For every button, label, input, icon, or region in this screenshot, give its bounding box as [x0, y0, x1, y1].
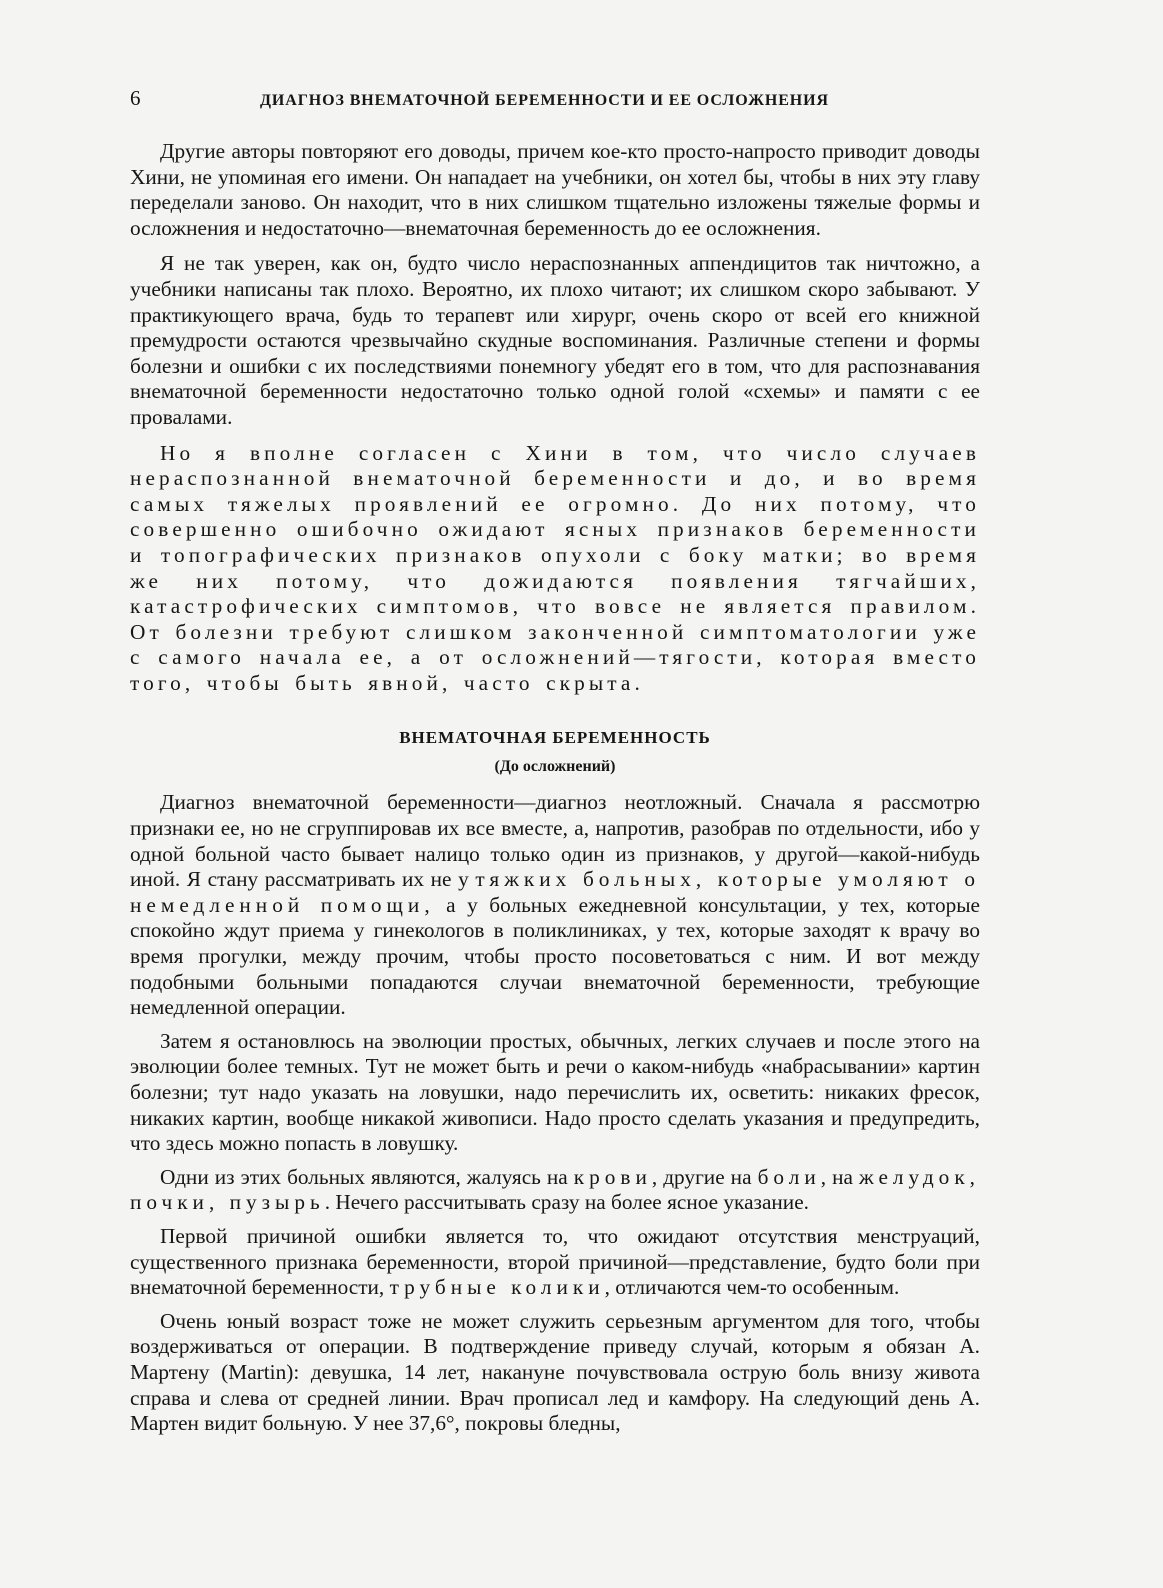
paragraph-7: [130, 1224, 980, 1301]
paragraph-6-spaced-1: крови: [573, 1164, 652, 1189]
paragraph-8: Очень юный возраст тоже не может служить серьезным аргументом для того, чтобы воздерживаться от операции. В подтверждение приведу случай, которым я обязан А. Мартену (Martin): девушка, 14 лет, накануне почувствовала острую боль внизу живота справа и слева от средней линии. Врач прописал лед и камфору. На следующий день А. Мартен видит больную. У нее 37,6°, покровы бледны,: [130, 1308, 980, 1436]
paragraph-6-text-c: , на: [820, 1164, 860, 1189]
paragraph-2: Я не так уверен, как он, будто число нераспознанных аппендицитов так ничтожно, а учебники написаны так плохо. Вероятно, их плохо читают; их слишком скоро забывают. У практикующего врача, будь то терапевт или хирург, очень скоро от всей его книжной премудрости остаются чрезвычайно скудные воспоминания. Различные степени и формы болезни и ошибки с их последствиями понемногу убедят его в том, что для распознавания внематочной беременности недостаточно только одной голой «схемы» и памяти с ее провалами.: [130, 251, 980, 429]
paragraph-6-text-d: . Нечего рассчитывать сразу на более ясное указание.: [324, 1190, 809, 1215]
paragraph-6: [130, 1165, 980, 1216]
paragraph-4-text-a: Диагноз внематочной беременности—диагноз неотложный. Сначала я рассмотрю признаки ее, но не сгруппировав их все вместе, а, напротив, разобрав по отдельности, ибо у одной больной часто бывает налицо только один из признаков, у другой—какой-нибудь иной. Я стану рассматривать их не у: [130, 790, 980, 892]
paragraph-6-spaced-2: боли: [757, 1164, 821, 1189]
page-number: 6: [130, 86, 141, 110]
section-title: ВНЕМАТОЧНАЯ БЕРЕМЕННОСТЬ: [399, 728, 711, 748]
paragraph-7-spaced: трубные колики: [389, 1275, 605, 1300]
page-header: [130, 86, 980, 111]
paragraph-6-text-b: , другие на: [651, 1164, 758, 1189]
paragraph-4-spaced-text: тяжких больных, которые умоляют о немедленной помощи,: [130, 867, 980, 917]
paragraph-1: Другие авторы повторяют его доводы, причем кое-кто просто-напросто приводит доводы Хини, не упоминая его имени. Он нападает на учебники, он хотел бы, чтобы в них эту главу переделали заново. Он находит, что в них слишком тщательно изложены тяжелые формы и осложнения и недостаточно—внематочная беременность до ее осложнения.: [130, 139, 980, 240]
paragraph-4-text-b: а у больных ежедневной консультации, у тех, которые спокойно ждут приема у гинекологов в поликлиниках, у тех, которые заходят к врачу во время прогулки, между прочим, чтобы просто посоветоваться с ним. И вот между подобными больными попадаются случаи внематочной беременности, требующие немедленной операции.: [130, 892, 980, 1020]
paragraph-6-spaced-3: желудок, почки, пузырь: [130, 1164, 980, 1215]
paragraph-6-text-a: Одни из этих больных являются, жалуясь на: [160, 1164, 574, 1189]
paragraph-7-text-b: , отличаются чем-то особенным.: [604, 1275, 900, 1300]
running-title: ДИАГНОЗ ВНЕМАТОЧНОЙ БЕРЕМЕННОСТИ И ЕЕ ОСЛОЖНЕНИЯ: [260, 92, 829, 109]
paragraph-5: Затем я остановлюсь на эволюции простых, обычных, легких случаев и после этого на эволюции более темных. Тут не может быть и речи о каком-нибудь «набрасывании» картин болезни; тут надо указать на ловушки, надо перечислить их, осветить: никаких фресок, никаких картин, вообще никакой живописи. Надо просто сделать указания и предупредить, что здесь можно попасть в ловушку.: [130, 1028, 980, 1156]
paragraph-7-text-a: Первой причиной ошибки является то, что ожидают отсутствия менструаций, существенного признака беременности, второй причиной—представление, будто боли при внематочной беременности,: [130, 1223, 980, 1300]
paragraph-4: [130, 790, 980, 1020]
section-subtitle: (До осложнений): [494, 758, 616, 776]
paragraph-3-spaced: Но я вполне согласен с Хини в том, что число случаев нераспознанной внематочной беременности и до, и во время самых тяжелых проявлений ее огромно. До них потому, что совершенно ошибочно ожидают ясных признаков беременности и топографических признаков опухоли с боку матки; во время же них потому, что дожидаются появления тягчайших, катастрофических симптомов, что вовсе не является правилом. От болезни требуют слишком законченной симптоматологии уже с самого начала ее, а от осложнений—тягости, которая вместо того, чтобы быть явной, часто скрыта.: [130, 440, 980, 695]
